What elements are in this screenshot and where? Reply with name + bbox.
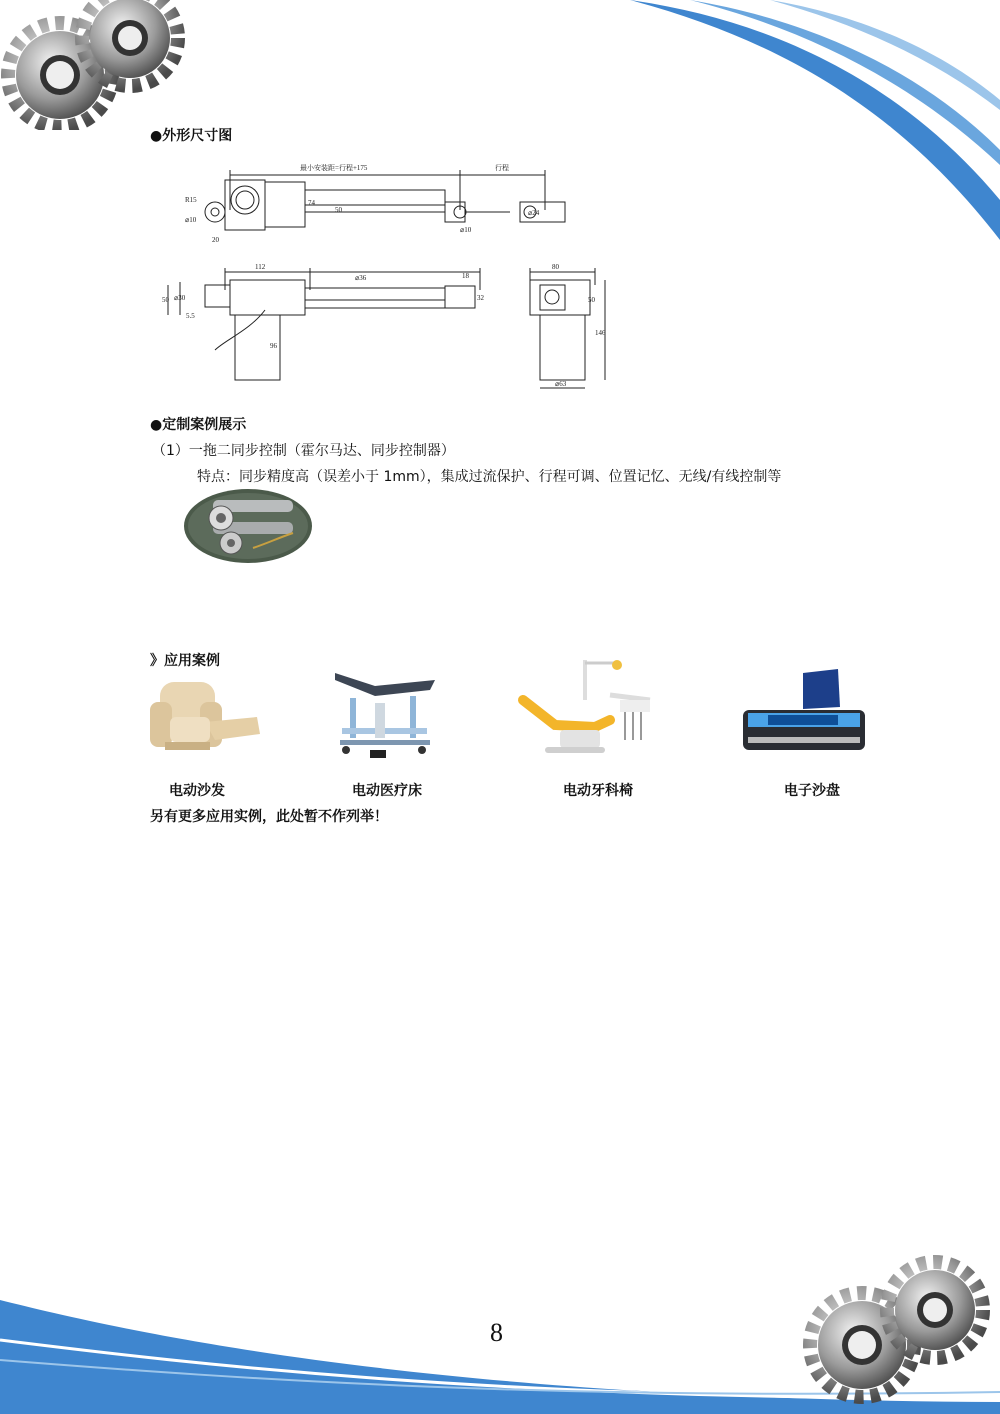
dental-chair-image bbox=[515, 655, 660, 760]
bullet: ● bbox=[150, 417, 163, 433]
dim-d10-right: ⌀10 bbox=[460, 226, 472, 234]
dim-112: 112 bbox=[255, 263, 266, 271]
dim-side-50: 50 bbox=[162, 296, 169, 304]
dim-74: 74 bbox=[308, 199, 315, 207]
medical-bed-image bbox=[330, 668, 440, 763]
electric-sofa-image bbox=[145, 672, 265, 757]
dim-r15: R15 bbox=[185, 196, 197, 204]
dim-18: 18 bbox=[462, 272, 469, 280]
section-heading-dimensions bbox=[150, 125, 232, 145]
section-title: 定制案例展示 bbox=[162, 417, 247, 433]
dim-d30: ⌀30 bbox=[174, 294, 186, 302]
dim-end-50: 50 bbox=[588, 296, 595, 304]
dim-96: 96 bbox=[270, 342, 277, 350]
page-number: 8 bbox=[490, 1318, 503, 1347]
applications-note: 另有更多应用实例，此处暂不作列举！ bbox=[150, 809, 388, 825]
electronic-sand-table-image bbox=[738, 665, 870, 760]
sync-motor-photo bbox=[183, 488, 313, 564]
dim-5-5: 5.5 bbox=[186, 312, 195, 320]
dim-50: 50 bbox=[335, 206, 342, 214]
section-heading-custom bbox=[150, 414, 246, 434]
dim-32: 32 bbox=[477, 294, 484, 302]
section-heading-applications bbox=[150, 650, 220, 670]
custom-item-1: （1）一拖二同步控制（霍尔马达、同步控制器） bbox=[152, 443, 455, 459]
marker: 》 bbox=[150, 653, 164, 669]
dim-d36: ⌀36 bbox=[355, 274, 367, 282]
dim-d63: ⌀63 bbox=[555, 380, 567, 388]
dim-min-install: 最小安装距=行程+175 bbox=[300, 164, 368, 172]
dim-d24: ⌀24 bbox=[528, 209, 540, 217]
gears-icon bbox=[800, 1255, 1000, 1405]
caption-electric-dental-chair: 电动牙科椅 bbox=[563, 783, 633, 799]
top-right-wave-decoration bbox=[600, 0, 1000, 240]
gears-icon bbox=[0, 0, 200, 130]
bullet: ● bbox=[150, 128, 163, 144]
dim-20: 20 bbox=[212, 236, 219, 244]
caption-electric-medical-bed: 电动医疗床 bbox=[352, 783, 422, 799]
custom-features: 特点：同步精度高（误差小于 1mm），集成过流保护、行程可调、位置记忆、无线/有线控制等 bbox=[197, 469, 782, 485]
dim-80: 80 bbox=[552, 263, 559, 271]
caption-electronic-sand-table: 电子沙盘 bbox=[784, 783, 840, 799]
dim-146: 146 bbox=[595, 329, 606, 337]
dim-d10-left: ⌀10 bbox=[185, 216, 197, 224]
dimension-drawing bbox=[150, 150, 630, 400]
dim-stroke: 行程 bbox=[495, 164, 509, 172]
section-title: 应用案例 bbox=[164, 653, 220, 669]
caption-electric-sofa: 电动沙发 bbox=[169, 783, 225, 799]
section-title: 外形尺寸图 bbox=[162, 128, 233, 144]
